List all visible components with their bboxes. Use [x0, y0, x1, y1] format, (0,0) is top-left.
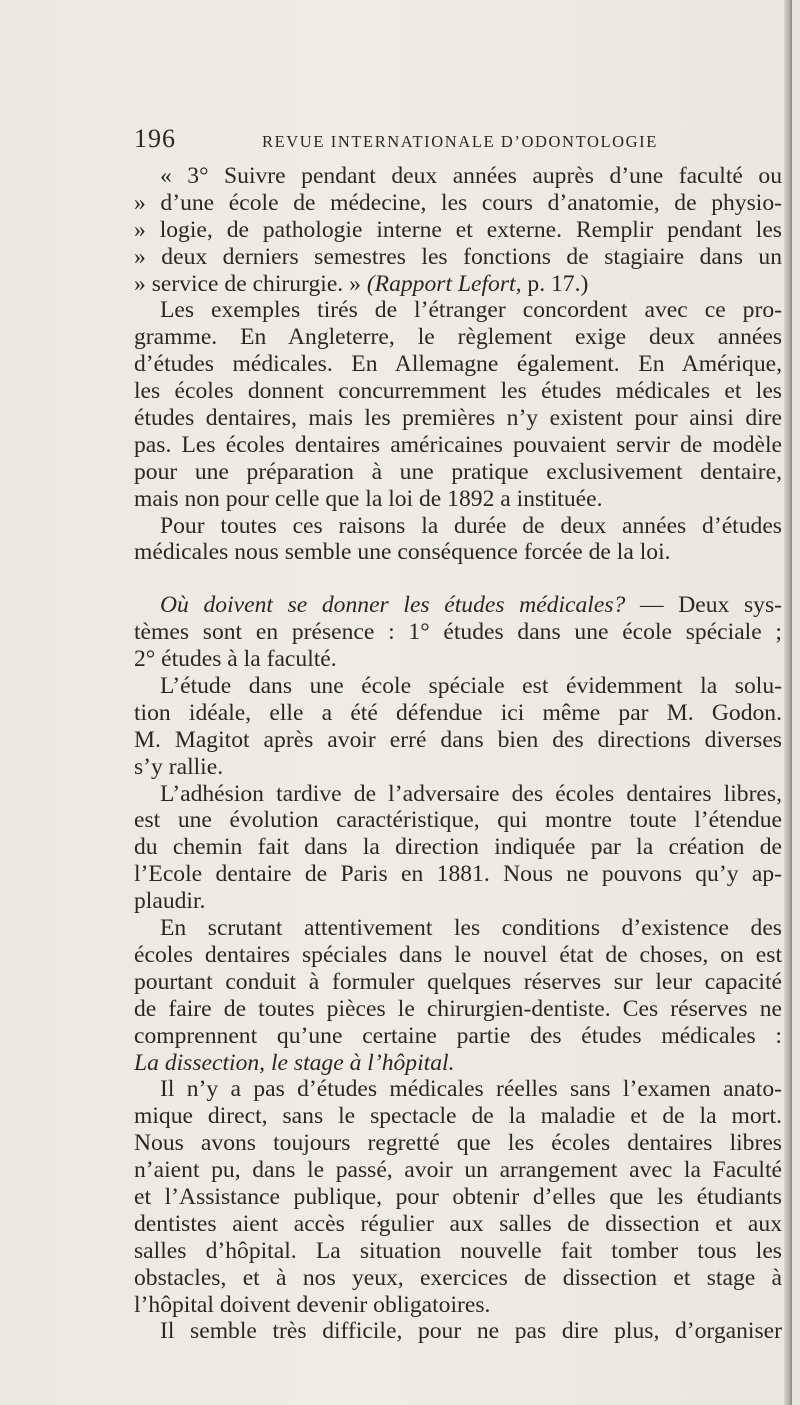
text-line: pourtant conduit à formuler quelques réserves sur leur capacité [134, 968, 782, 995]
text-line: Les exemples tirés de l’étranger concordent avec ce pro- [160, 297, 782, 324]
text-line: » service de chirurgie. » (Rapport Lefort, p. 17.) [134, 270, 589, 297]
text-line: l’hôpital doivent devenir obligatoires. [134, 1291, 491, 1318]
page-number: 196 [134, 124, 176, 153]
text-line: L’adhésion tardive de l’adversaire des écoles dentaires libres, [160, 780, 782, 807]
page-edge-shadow [784, 0, 792, 1405]
text-line: dentistes aient accès régulier aux salles de dissection et aux [134, 1210, 782, 1237]
text-line: tèmes sont en présence : 1° études dans une école spéciale ; [134, 619, 782, 646]
text-line: médicales nous semble une conséquence forcée de la loi. [134, 539, 671, 566]
text-line: tion idéale, elle a été défendue ici même par M. Godon. [134, 699, 782, 726]
text-line: est une évolution caractéristique, qui montre toute l’étendue [134, 807, 782, 834]
text-line: comprennent qu’une certaine partie des études médicales : [134, 1022, 782, 1049]
text-line: écoles dentaires spéciales dans le nouvel état de choses, on est [134, 941, 782, 968]
text-line: M. Magitot après avoir erré dans bien des directions diverses [134, 726, 782, 753]
text-line: 2° études à la faculté. [134, 646, 337, 673]
citation-title: (Rapport Lefort, [366, 270, 522, 297]
text-line: » d’une école de médecine, les cours d’anatomie, de physio- [134, 189, 782, 216]
section-heading: Où doivent se donner les études médicales? [160, 592, 626, 619]
text-line: obstacles, et à nos yeux, exercices de dissection et stage à [134, 1264, 782, 1291]
text-line: pour une préparation à une pratique exclusivement dentaire, [134, 458, 782, 485]
text-line: pas. Les écoles dentaires américaines pouvaient servir de modèle [134, 431, 782, 458]
text-line: « 3° Suivre pendant deux années auprès d’une faculté ou [160, 163, 782, 189]
body-text [134, 163, 782, 1345]
text-line: plaudir. [134, 888, 206, 915]
text-line: Où doivent se donner les études médicales? — Deux sys- [160, 592, 782, 619]
text-line: mais non pour celle que la loi de 1892 a instituée. [134, 485, 603, 512]
text-line: mique direct, sans le spectacle de la maladie et de la mort. [134, 1103, 782, 1130]
text-line: » logie, de pathologie interne et externe. Remplir pendant les [134, 216, 782, 243]
text-line: En scrutant attentivement les conditions d’existence des [160, 915, 782, 942]
paragraph-gap [134, 566, 782, 592]
text-line: l’Ecole dentaire de Paris en 1881. Nous ne pouvons qu’y ap- [134, 861, 782, 888]
running-header [134, 124, 752, 154]
text-line: s’y rallie. [134, 753, 224, 780]
text-line: du chemin fait dans la direction indiquée par la création de [134, 834, 782, 861]
text-line: d’études médicales. En Allemagne également. En Amérique, [134, 351, 782, 378]
text-line: Nous avons toujours regretté que les écoles dentaires libres [134, 1130, 782, 1157]
text-line: n’aient pu, dans le passé, avoir un arrangement avec la Faculté [134, 1157, 782, 1184]
text-line: de faire de toutes pièces le chirurgien-dentiste. Ces réserves ne [134, 995, 782, 1022]
text-line: Pour toutes ces raisons la durée de deux années d’études [160, 512, 782, 539]
text-line: et l’Assistance publique, pour obtenir d’elles que les étudiants [134, 1183, 782, 1210]
text-line: les écoles donnent concurremment les études médicales et les [134, 378, 782, 405]
text-line: gramme. En Angleterre, le règlement exige deux années [134, 324, 782, 351]
text-line: Il semble très difficile, pour ne pas dire plus, d’organiser [160, 1318, 782, 1345]
text-line: La dissection, le stage à l’hôpital. [134, 1049, 455, 1076]
text-line: » deux derniers semestres les fonctions de stagiaire dans un [134, 243, 782, 270]
text-line: études dentaires, mais les premières n’y existent pour ainsi dire [134, 405, 782, 432]
text-line: Il n’y a pas d’études médicales réelles sans l’examen anato- [160, 1076, 782, 1103]
running-title: REVUE INTERNATIONALE D’ODONTOLOGIE [262, 132, 658, 151]
text-line: L’étude dans une école spéciale est évidemment la solu- [160, 673, 782, 700]
text-line: salles d’hôpital. La situation nouvelle fait tomber tous les [134, 1237, 782, 1264]
